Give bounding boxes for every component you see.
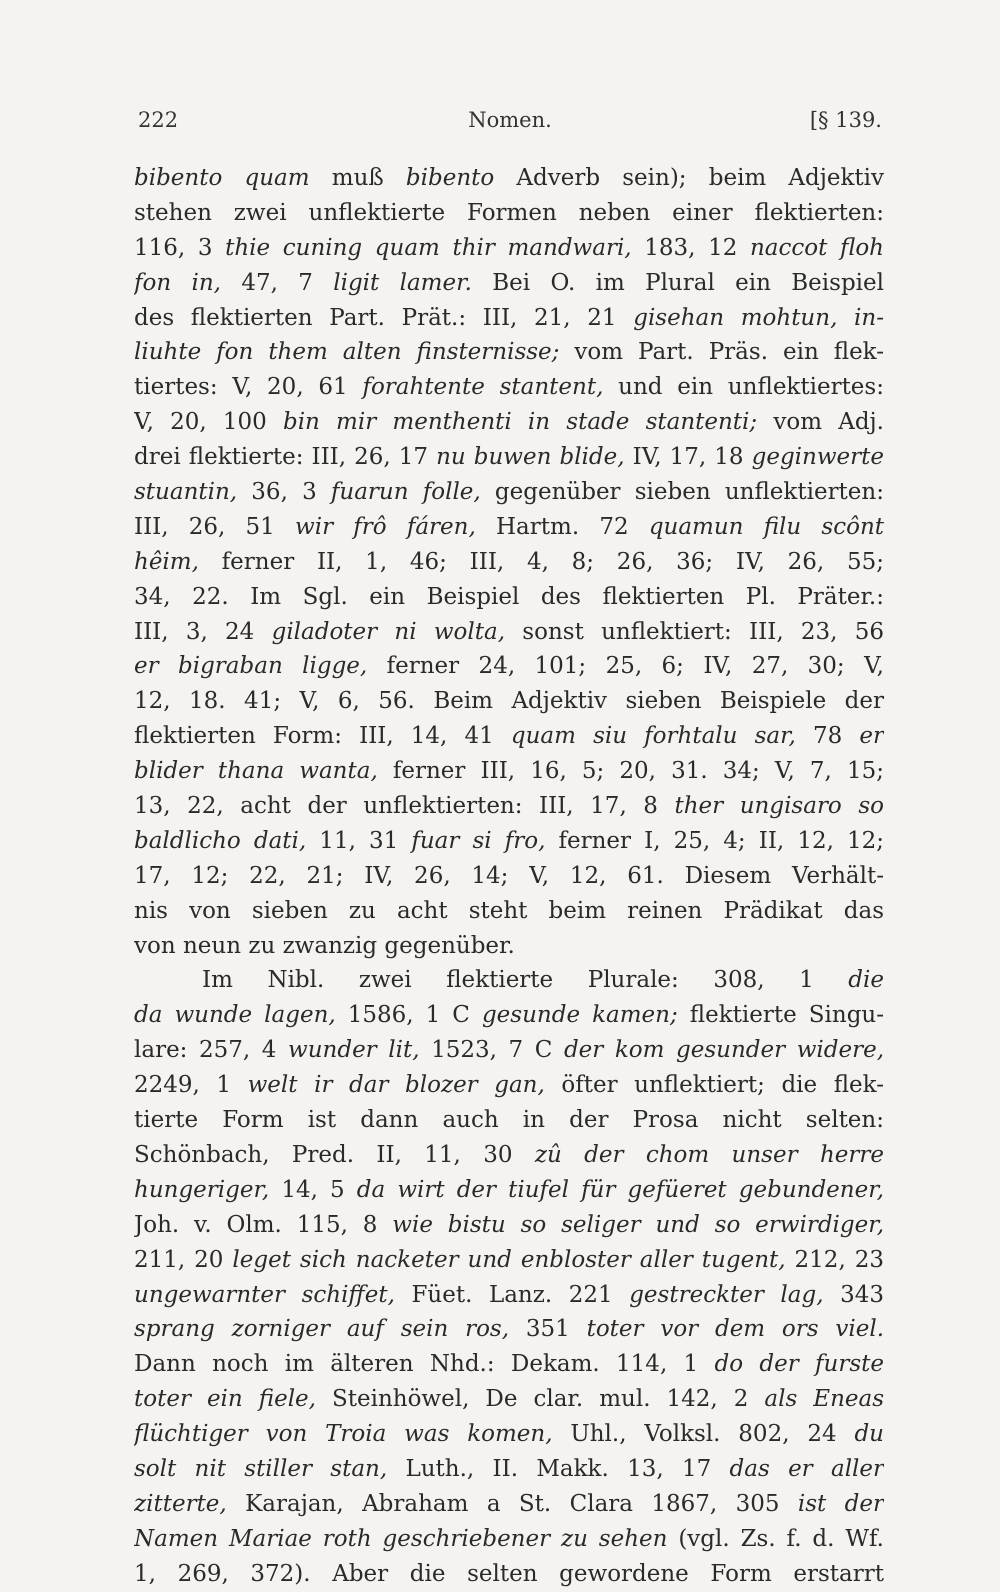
text-line [134,998,884,1033]
italic-quote: gestreckter lag, [629,1281,824,1308]
italic-quote: solt nit stiller stan, [134,1455,388,1482]
text-run: 12, 18. 41; V, 6, 56. Beim Adjektiv sieben Beispiele der [134,688,884,715]
italic-quote: ligit lamer. [333,269,472,296]
text-run: stehen zwei unflektierte Formen neben einer flektierten: [134,199,884,226]
text-run: 211, 20 [134,1246,233,1273]
text-run: gegenüber sieben unflektierten: [480,479,884,506]
text-line [134,1522,884,1557]
text-line [134,580,884,615]
text-run: 34, 22. Im Sgl. ein Beispiel des flektierten Pl. Präter.: [134,583,884,610]
text-line [134,1417,884,1452]
text-run: 351 [509,1316,587,1343]
italic-quote: forahtente stantent, [362,374,604,401]
text-run: tierte Form ist dann auch in der Prosa nicht selten: [134,1107,884,1134]
text-run: und ein unflektiertes: [603,374,884,401]
text-run: vom Adj. [757,409,884,436]
text-line [134,1347,884,1382]
text-line [134,963,884,998]
italic-quote: quam [244,165,310,191]
text-run: 14, 5 [269,1176,357,1203]
italic-quote: ist der [797,1490,884,1517]
text-run: III, 26, 51 [134,513,296,540]
italic-quote: geginwerte [751,444,884,471]
section-reference: [§ 139. [809,108,882,132]
text-run: 11, 31 [306,827,412,854]
italic-quote: er bigraban ligge, [134,653,368,680]
text-line [134,1243,884,1278]
italic-quote: bin mir menthenti in stade stantenti; [282,409,758,436]
text-run: 13, 22, acht der unflektierten: III, 17, 8 [134,793,675,820]
text-line [134,684,884,719]
italic-quote: bibento [405,165,495,191]
text-line [134,1103,884,1138]
text-run: V, 20, 100 [134,409,283,436]
text-run: III, 3, 24 [134,618,272,645]
italic-quote: quamun filu scônt [648,513,884,540]
italic-quote: leget sich nacketer und enbloster aller tugent, [232,1246,786,1273]
text-line [134,161,884,196]
text-run: 1523, 7 C [419,1037,564,1064]
text-line [134,789,884,824]
text-run: vom Part. Präs. ein flek- [559,339,884,366]
text-line [134,545,884,580]
body-text [134,161,884,1592]
italic-quote: du [854,1421,884,1448]
text-run: flektierten Form: III, 14, 41 [134,723,511,750]
text-run: öfter unflektiert; die flek- [544,1072,884,1099]
text-line [134,335,884,370]
text-line [134,231,884,266]
italic-quote: flüchtiger von Troia was komen, [134,1421,553,1448]
text-line [134,1138,884,1173]
italic-quote: wie bistu so seliger und so erwirdiger, [392,1211,884,1238]
text-line [134,196,884,231]
running-header [138,108,882,138]
italic-quote: zitterte, [134,1490,227,1517]
text-line [134,1278,884,1313]
italic-quote: die [848,967,884,994]
text-line [134,1033,884,1068]
italic-quote: nu buwen blide, [436,444,625,471]
text-run: sonst unflektiert: III, 23, 56 [505,618,884,645]
text-run: lare: 257, 4 [134,1037,289,1064]
text-run: nis von sieben zu acht steht beim reinen Prädikat das [134,897,884,924]
text-line [134,1208,884,1243]
text-run: Uhl., Volksl. 802, 24 [552,1421,855,1448]
text-run: Luth., II. Makk. 13, 17 [387,1455,730,1482]
text-line [134,649,884,684]
italic-quote: sprang zorniger auf sein ros, [134,1316,510,1343]
text-run: 2249, 1 [134,1072,248,1099]
italic-quote: fuar si fro, [411,827,546,854]
text-run: 78 [795,723,860,750]
text-line [134,754,884,789]
text-line [134,859,884,894]
text-line [134,824,884,859]
text-run: 343 [823,1281,884,1308]
italic-quote: hêim, [134,548,199,575]
text-run: ferner I, 25, 4; II, 12, 12; [545,827,884,854]
italic-quote: wir frô fáren, [295,513,476,540]
text-line [134,615,884,650]
italic-quote: zû der chom unser herre [534,1141,884,1168]
text-line [134,440,884,475]
text-run: Hartm. 72 [475,513,649,540]
text-run: Dann noch im älteren Nhd.: Dekam. 114, 1 [134,1351,715,1378]
text-run: 183, 12 [631,234,750,261]
text-run: Joh. v. Olm. 115, 8 [134,1211,393,1238]
italic-quote: Namen Mariae roth geschriebener zu sehen [134,1525,668,1552]
text-line [134,266,884,301]
text-run: Bei O. im Plural ein Beispiel [471,269,884,296]
italic-quote: bibento [134,165,223,191]
italic-quote: toter ein fiele, [134,1386,316,1413]
text-run: Schönbach, Pred. II, 11, 30 [134,1141,535,1168]
italic-quote: quam siu forhtalu sar, [510,723,796,750]
text-run: Steinhöwel, De clar. mul. 142, 2 [315,1386,765,1413]
text-run: muß [309,165,406,191]
italic-quote: da wunde lagen, [134,1002,336,1029]
italic-quote: ther ungisaro so [674,793,884,820]
text-run: 47, 7 [221,269,334,296]
text-run: von neun zu zwanzig gegenüber. [134,932,515,959]
italic-quote: stuantin, [134,479,238,506]
italic-quote: fon in, [134,269,221,296]
italic-quote: liuhte fon them alten finsternisse; [134,339,560,366]
italic-quote: da wirt der tiufel für gefüeret gebundener, [356,1176,884,1203]
text-run: ferner II, 1, 46; III, 4, 8; 26, 36; IV, 26, 55; [198,548,884,575]
text-line [134,405,884,440]
text-run: ferner III, 16, 5; 20, 31. 34; V, 7, 15; [377,758,884,785]
text-run: Füet. Lanz. 221 [394,1281,630,1308]
text-run: des flektierten Part. Prät.: III, 21, 21 [134,304,634,331]
italic-quote: hungeriger, [134,1176,270,1203]
text-run: 1586, 1 C [335,1002,482,1029]
italic-quote: das er aller [729,1455,884,1482]
text-run: 36, 3 [237,479,331,506]
italic-quote: als Eneas [764,1386,884,1413]
italic-quote: thie cuning quam thir mandwari, [225,234,632,261]
text-run: 212, 23 [785,1246,884,1273]
text-run: ferner 24, 101; 25, 6; IV, 27, 30; V, [367,653,884,680]
text-run: Adverb sein); beim Adjektiv [494,165,884,191]
text-run: flektierte Singu- [677,1002,884,1029]
text-run: (vgl. Zs. f. d. Wf. [667,1525,884,1552]
text-line [134,475,884,510]
text-line [134,510,884,545]
text-line [134,894,884,929]
italic-quote: baldlicho dati, [134,827,307,854]
text-run: 1, 269, 372). Aber die selten gewordene Form erstarrt [134,1560,884,1587]
text-run: IV, 17, 18 [624,444,752,471]
page-number: 222 [138,108,179,132]
text-run: Karajan, Abraham a St. Clara 1867, 305 [226,1490,798,1517]
text-line [134,1557,884,1592]
italic-quote: wunder lit, [288,1037,420,1064]
text-line [134,1452,884,1487]
text-line [134,370,884,405]
text-line [134,929,884,964]
text-line [134,1312,884,1347]
text-line [134,1068,884,1103]
text-run: Im Nibl. zwei flektierte Plurale: 308, 1 [202,967,849,994]
text-run: 116, 3 [134,234,226,261]
text-run: tiertes: V, 20, 61 [134,374,363,401]
italic-quote: er [859,723,884,750]
text-line [134,1173,884,1208]
italic-quote: welt ir dar blozer gan, [247,1072,545,1099]
text-line [134,1487,884,1522]
text-run: drei flektierte: III, 26, 17 [134,444,437,471]
italic-quote: gisehan mohtun, in- [633,304,884,331]
italic-quote: blider thana wanta, [134,758,378,785]
italic-quote: fuarun folle, [330,479,481,506]
italic-quote: ungewarnter schiffet, [134,1281,395,1308]
text-line [134,301,884,336]
italic-quote: giladoter ni wolta, [271,618,506,645]
text-line [134,1382,884,1417]
text-run: 17, 12; 22, 21; IV, 26, 14; V, 12, 61. Diesem Verhält- [134,862,884,889]
italic-quote: naccot floh [749,234,884,261]
text-line [134,719,884,754]
italic-quote: toter vor dem ors viel. [586,1316,884,1343]
italic-quote: gesunde kamen; [481,1002,678,1029]
italic-quote: der kom gesunder widere, [563,1037,884,1064]
text-run [222,165,244,191]
running-title: Nomen. [468,108,552,132]
italic-quote: do der furste [714,1351,884,1378]
